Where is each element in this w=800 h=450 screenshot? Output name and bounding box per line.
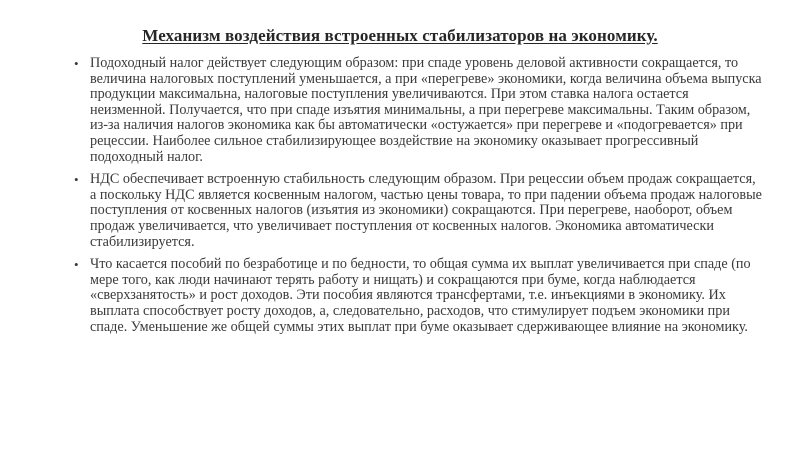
bullet-text: Подоходный налог действует следующим образом: при спаде уровень деловой активности сокращается, то величина налоговых поступлений уменьшается, а при «перегреве» экономики, когда величина объема выпуска продукции максимальна, налоговые поступления увеличиваются. При этом ставка налога остается неизменной. Получается, что при спаде изъятия минимальны, а при перегреве максимальны. Таким образом, из-за наличия налогов экономика как бы автоматически «остужается» при перегреве и «подогревается» при рецессии. Наиболее сильное стабилизирующее воздействие на экономику оказывает прогрессивный подоходный налог. xyxy=(90,55,762,165)
bullet-benefits xyxy=(74,257,762,335)
bullet-marker-icon: • xyxy=(74,56,79,71)
slide-title: Механизм воздействия встроенных стабилизаторов на экономику. xyxy=(142,26,658,45)
bullet-marker-icon: • xyxy=(74,257,79,273)
bullet-text: НДС обеспечивает встроенную стабильность следующим образом. При рецессии объем продаж сокращается, а поскольку НДС является косвенным налогом, частью цены товара, то при падении объема продаж налоговые поступления от косвенных налогов (изъятия из экономики) сокращаются. При перегреве, наоборот, объем продаж увеличивается, что увеличивает поступления от косвенных налогов. Экономика автоматически стабилизируется. xyxy=(90,171,762,250)
bullet-income-tax xyxy=(74,56,762,165)
bullet-list xyxy=(74,56,762,342)
bullet-text: Что касается пособий по безработице и по бедности, то общая сумма их выплат увеличивается при спаде (по мере того, как люди начинают терять работу и нищать) и сокращаются при буме, когда наблюдается «сверхзанятость» и рост доходов. Эти пособия являются трансфертами, т.е. инъекциями в экономику. Их выплата способствует росту доходов, а, следовательно, расходов, что стимулирует подъем экономики при спаде. Уменьшение же общей суммы этих выплат при буме оказывает сдерживающее влияние на экономику. xyxy=(90,256,751,335)
bullet-marker-icon: • xyxy=(74,172,79,188)
bullet-vat xyxy=(74,172,762,250)
